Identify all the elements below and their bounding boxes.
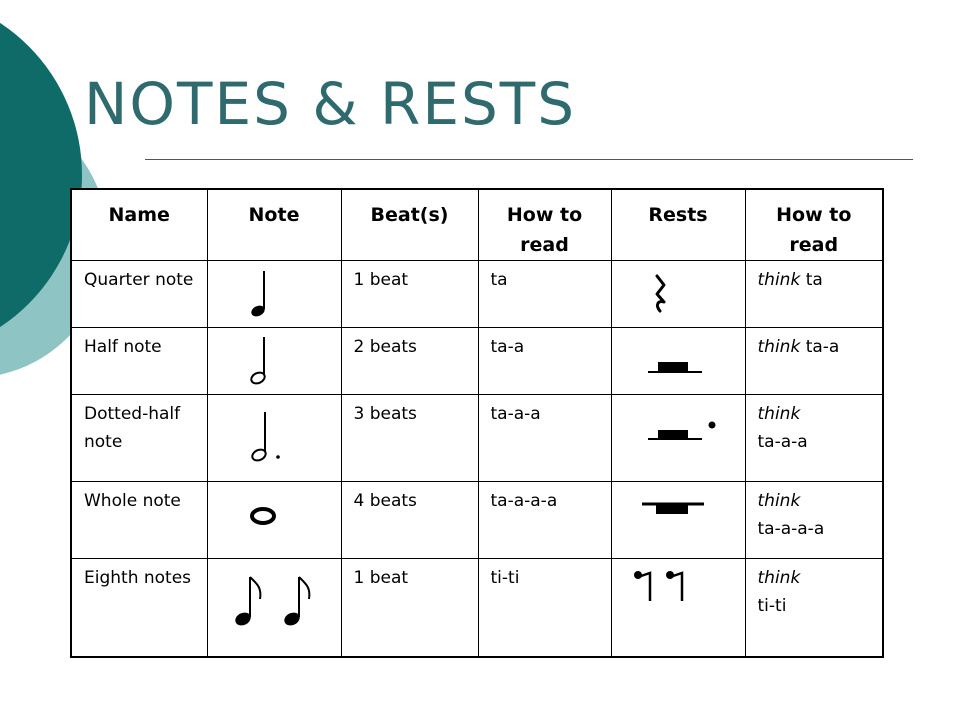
- how-to-read: ta: [478, 261, 611, 328]
- header-rests: Rests: [611, 189, 745, 261]
- whole-note-icon: [207, 482, 341, 559]
- whole-rest-icon: [611, 482, 745, 559]
- half-rest-icon: [611, 327, 745, 394]
- note-name: Whole note: [71, 482, 207, 559]
- header-name: Name: [71, 189, 207, 261]
- beats: 4 beats: [341, 482, 478, 559]
- note-name: Quarter note: [71, 261, 207, 328]
- beats: 1 beat: [341, 261, 478, 328]
- rest-how-to-read: think ta: [745, 261, 883, 328]
- eighth-notes-icon: [207, 559, 341, 657]
- table-row: [71, 559, 883, 657]
- beats: 1 beat: [341, 559, 478, 657]
- slide-title: NOTES & RESTS: [84, 70, 577, 138]
- quarter-note-icon: [207, 261, 341, 328]
- note-name: Half note: [71, 327, 207, 394]
- note-name: Dotted-half note: [71, 394, 207, 482]
- header-how-to-read: How to read: [478, 189, 611, 261]
- table-row: [71, 327, 883, 394]
- header-note: Note: [207, 189, 341, 261]
- title-divider: [145, 159, 913, 160]
- rest-how-to-read: think ti-ti: [745, 559, 883, 657]
- how-to-read: ta-a-a-a: [478, 482, 611, 559]
- rest-how-to-read: think ta-a-a-a: [745, 482, 883, 559]
- header-beats: Beat(s): [341, 189, 478, 261]
- rest-how-to-read: think ta-a: [745, 327, 883, 394]
- dotted-half-rest-icon: [611, 394, 745, 482]
- table-row: [71, 394, 883, 482]
- rest-how-to-read: think ta-a-a: [745, 394, 883, 482]
- half-note-icon: [207, 327, 341, 394]
- table-row: [71, 261, 883, 328]
- how-to-read: ta-a-a: [478, 394, 611, 482]
- quarter-rest-icon: [611, 261, 745, 328]
- beats: 2 beats: [341, 327, 478, 394]
- note-name: Eighth notes: [71, 559, 207, 657]
- how-to-read: ti-ti: [478, 559, 611, 657]
- dotted-half-note-icon: [207, 394, 341, 482]
- how-to-read: ta-a: [478, 327, 611, 394]
- header-rest-how-to-read: How to read: [745, 189, 883, 261]
- eighth-rests-icon: [611, 559, 745, 657]
- table-row: [71, 482, 883, 559]
- beats: 3 beats: [341, 394, 478, 482]
- table-header-row: [71, 189, 883, 261]
- notes-rests-table: [70, 188, 884, 658]
